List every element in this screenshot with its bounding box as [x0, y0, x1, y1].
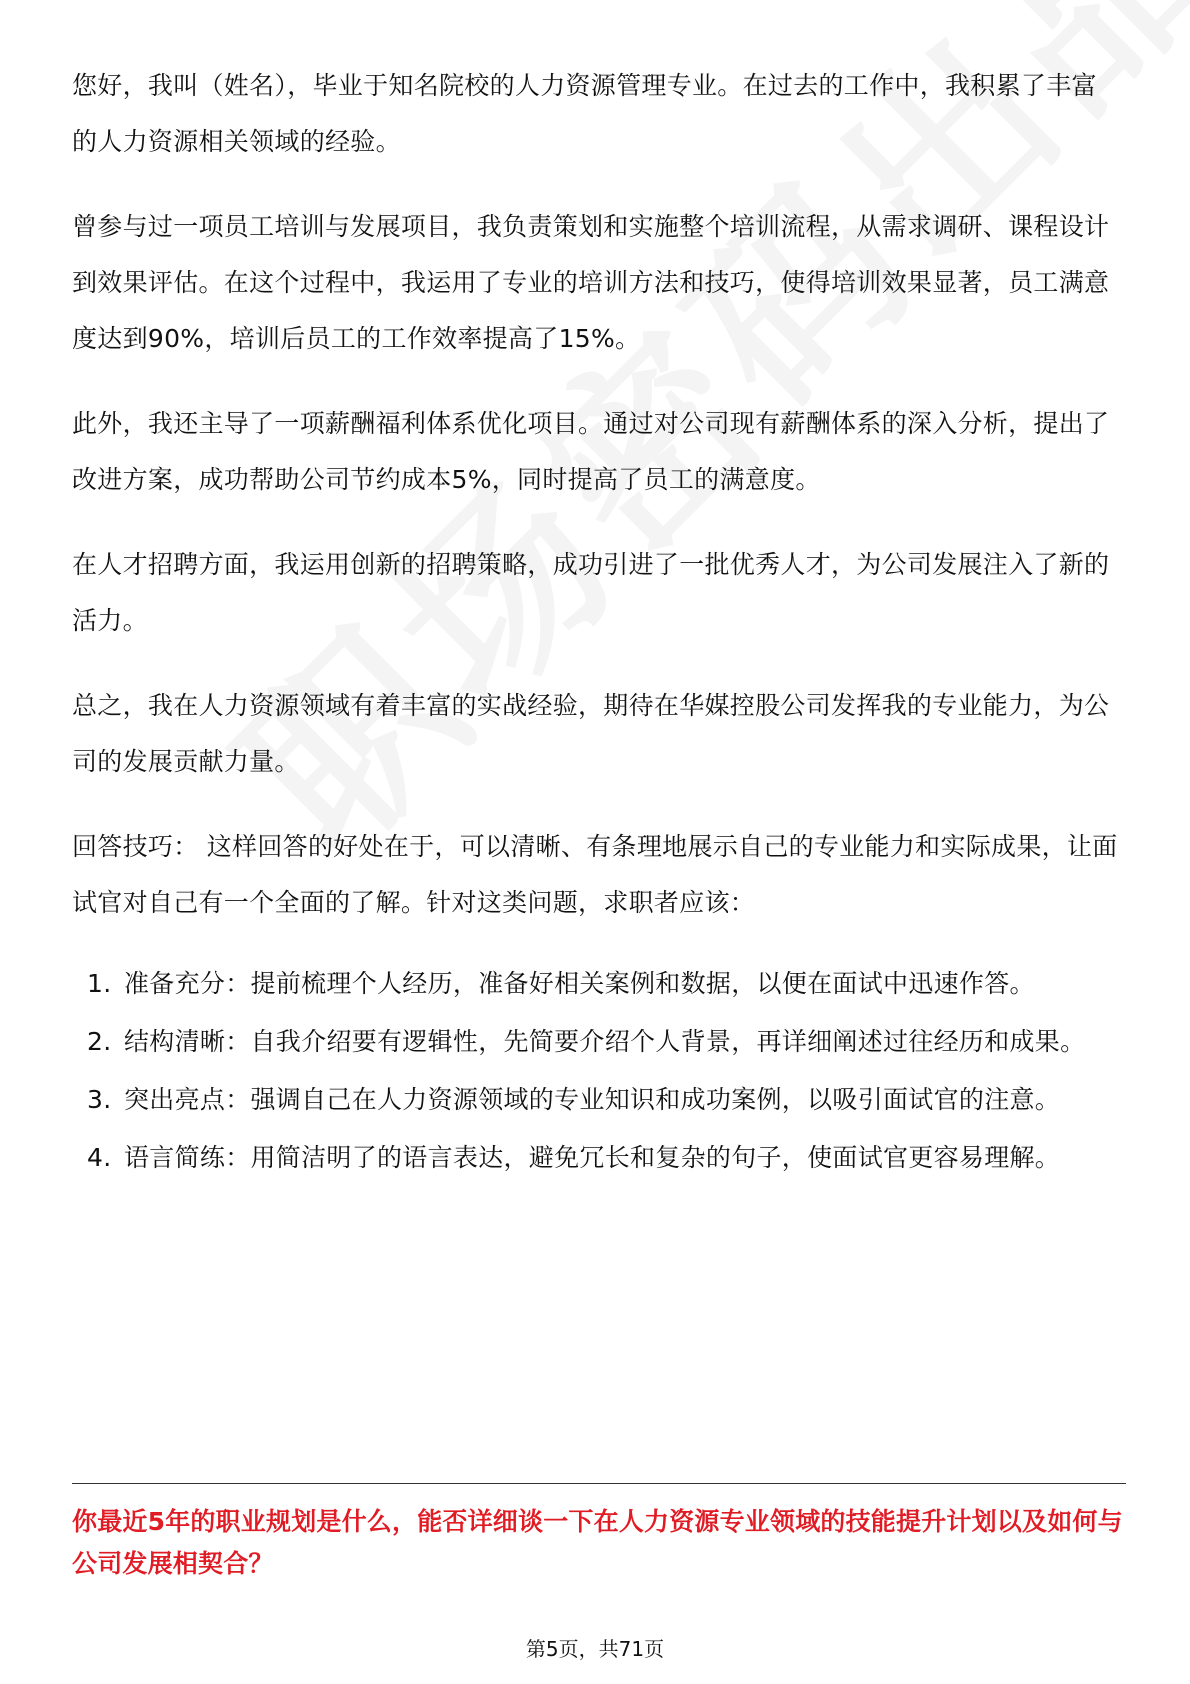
list-item-text: 语言简练：用简洁明了的语言表达，避免冗长和复杂的句子，使面试官更容易理解。 — [124, 1143, 1061, 1172]
paragraph-recruitment: 在人才招聘方面，我运用创新的招聘策略，成功引进了一批优秀人才，为公司发展注入了新的活力。 — [72, 550, 1110, 635]
section-divider — [72, 1483, 1126, 1484]
list-item — [72, 1014, 1122, 1070]
list-item-number: 1. — [87, 969, 112, 998]
paragraph-intro: 您好，我叫（姓名），毕业于知名院校的人力资源管理专业。在过去的工作中，我积累了丰富的人力资源相关领域的经验。 — [72, 71, 1097, 156]
list-item — [72, 1072, 1122, 1128]
list-item-number: 4. — [87, 1143, 112, 1172]
list-item-text: 突出亮点：强调自己在人力资源领域的专业知识和成功案例，以吸引面试官的注意。 — [124, 1085, 1061, 1114]
tips-list — [72, 956, 1122, 1186]
list-item-number: 2. — [87, 1027, 112, 1056]
paragraph-training-project: 曾参与过一项员工培训与发展项目，我负责策划和实施整个培训流程，从需求调研、课程设计到效果评估。在这个过程中，我运用了专业的培训方法和技巧，使得培训效果显著，员工满意度达到90%，培训后员工的工作效率提高了15%。 — [72, 212, 1110, 353]
paragraph-summary: 总之，我在人力资源领域有着丰富的实战经验，期待在华媒控股公司发挥我的专业能力，为公司的发展贡献力量。 — [72, 691, 1110, 776]
paragraph-compensation-project: 此外，我还主导了一项薪酬福利体系优化项目。通过对公司现有薪酬体系的深入分析，提出了改进方案，成功帮助公司节约成本5%，同时提高了员工的满意度。 — [72, 409, 1110, 494]
document-body — [72, 58, 1122, 1188]
page-footer: 第5页，共71页 — [525, 1637, 665, 1661]
list-item-text: 结构清晰：自我介绍要有逻辑性，先简要介绍个人背景，再详细阐述过往经历和成果。 — [124, 1027, 1086, 1056]
list-item — [72, 956, 1122, 1012]
paragraph-answer-tips: 回答技巧： 这样回答的好处在于，可以清晰、有条理地展示自己的专业能力和实际成果，让面试官对自己有一个全面的了解。针对这类问题，求职者应该： — [72, 832, 1118, 917]
list-item — [72, 1130, 1122, 1186]
list-item-number: 3. — [87, 1085, 112, 1114]
list-item-text: 准备充分：提前梳理个人经历，准备好相关案例和数据，以便在面试中迅速作答。 — [124, 969, 1035, 998]
next-question-heading: 你最近5年的职业规划是什么，能否详细谈一下在人力资源专业领域的技能提升计划以及如何与公司发展相契合？ — [72, 1507, 1123, 1578]
